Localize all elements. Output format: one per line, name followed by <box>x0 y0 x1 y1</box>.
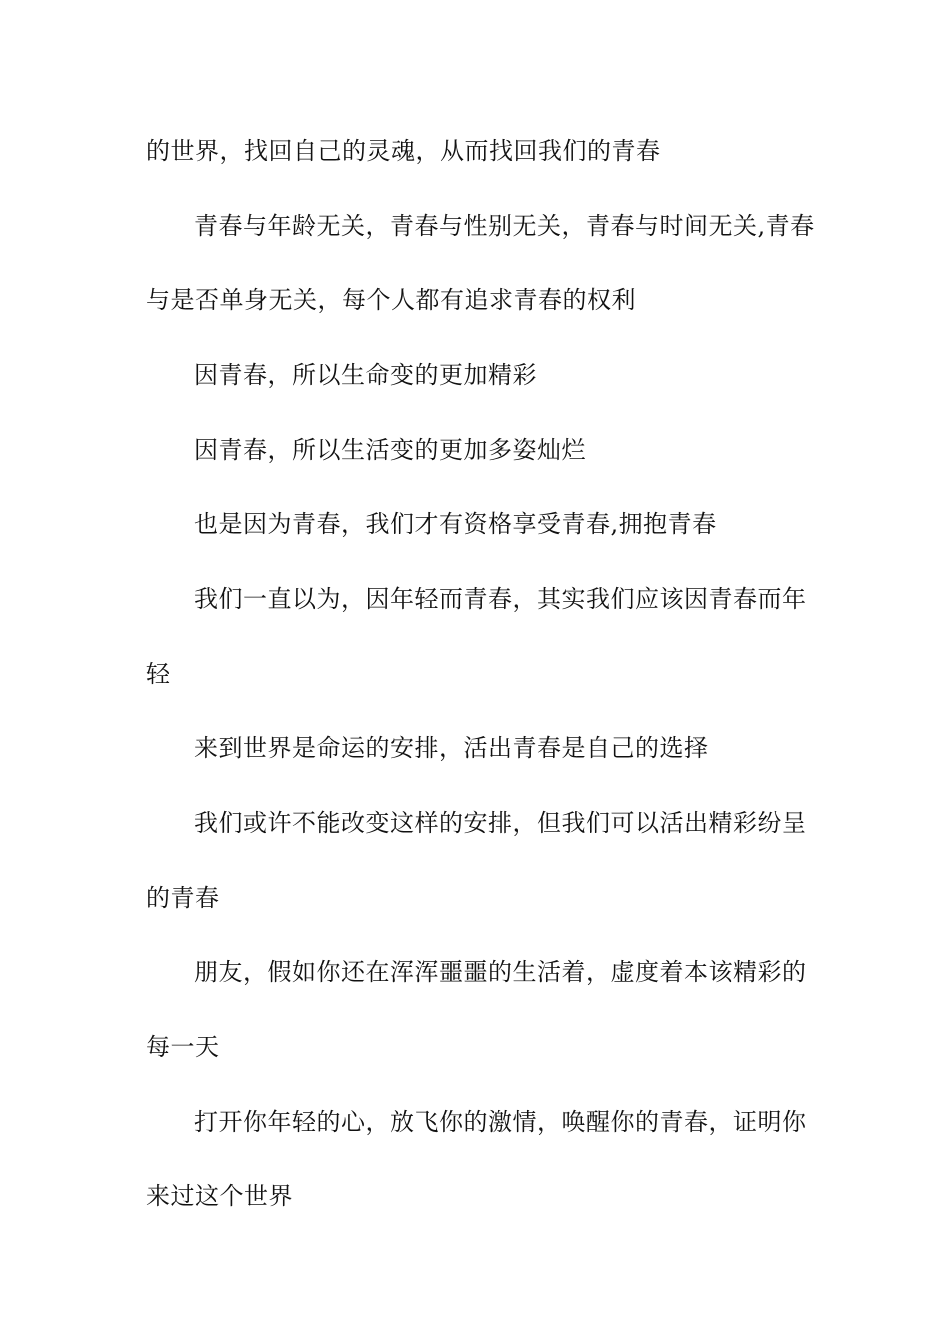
text-line-13: 每一天 <box>146 1033 220 1061</box>
text-line-9: 来到世界是命运的安排，活出青春是自己的选择 <box>194 734 709 762</box>
text-line-1: 的世界，找回自己的灵魂，从而找回我们的青春 <box>146 137 661 165</box>
text-line-14: 打开你年轻的心，放飞你的激情，唤醒你的青春，证明你 <box>194 1108 807 1136</box>
text-line-7: 我们一直以为，因年轻而青春，其实我们应该因青春而年 <box>194 585 807 613</box>
text-line-11: 的青春 <box>146 884 220 912</box>
text-line-2: 青春与年龄无关，青春与性别无关，青春与时间无关,青春 <box>194 212 815 240</box>
text-line-12: 朋友，假如你还在浑浑噩噩的生活着，虚度着本该精彩的 <box>194 958 807 986</box>
text-line-4: 因青春，所以生命变的更加精彩 <box>194 361 537 389</box>
text-line-3: 与是否单身无关，每个人都有追求青春的权利 <box>146 286 636 314</box>
text-line-10: 我们或许不能改变这样的安排，但我们可以活出精彩纷呈 <box>194 809 807 837</box>
text-line-5: 因青春，所以生活变的更加多姿灿烂 <box>194 436 586 464</box>
text-line-15: 来过这个世界 <box>146 1182 293 1210</box>
text-line-6: 也是因为青春，我们才有资格享受青春,拥抱青春 <box>194 510 717 538</box>
text-line-8: 轻 <box>146 660 171 688</box>
